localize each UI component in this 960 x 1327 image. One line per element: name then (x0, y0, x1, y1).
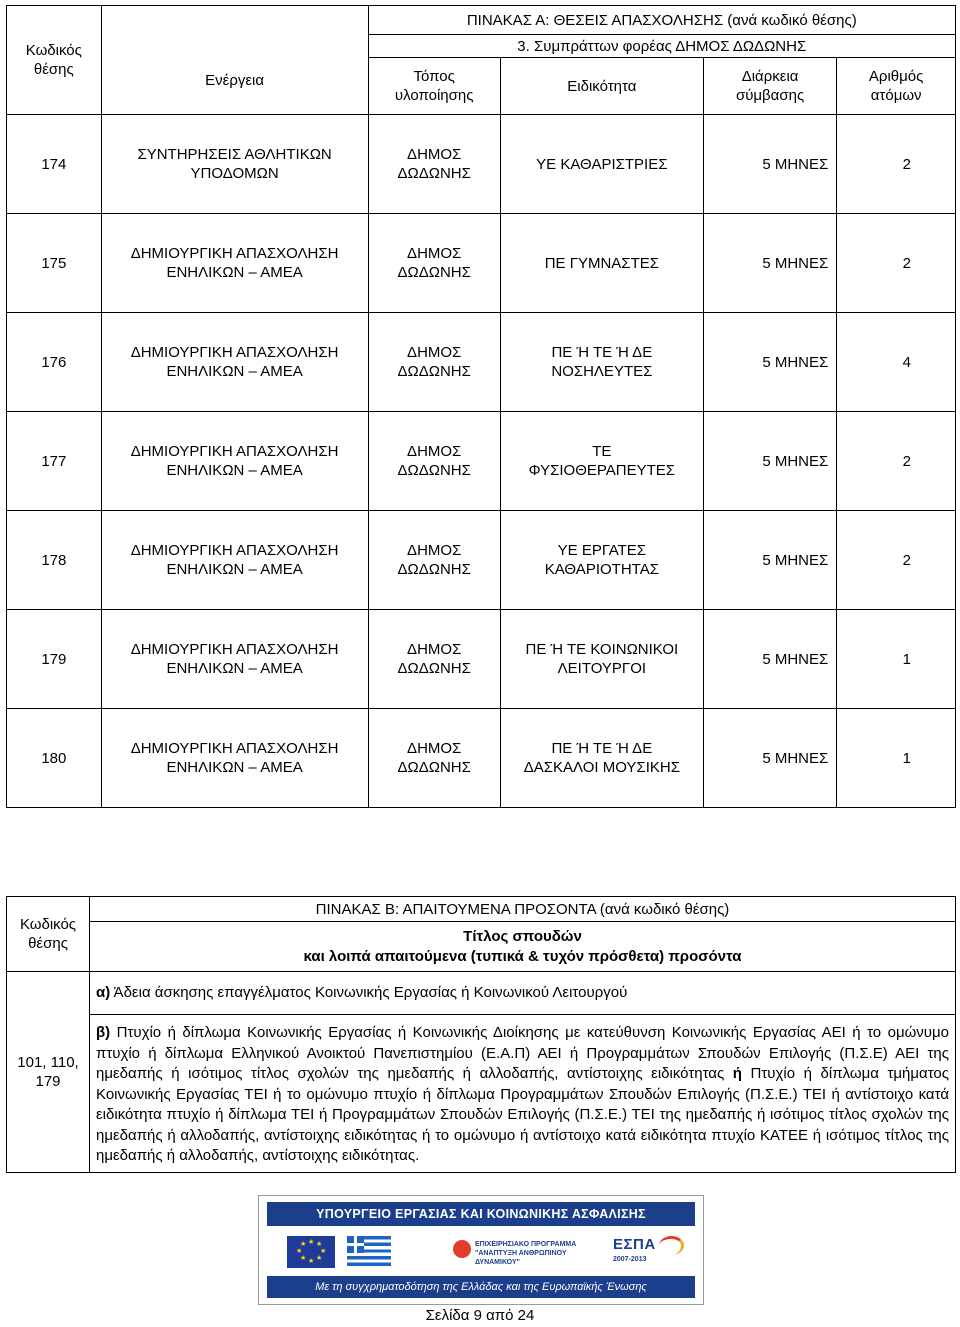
row-action: ΔΗΜΙΟΥΡΓΙΚΗ ΑΠΑΣΧΟΛΗΣΗ ΕΝΗΛΙΚΩΝ – ΑΜΕΑ (101, 709, 368, 808)
b-header-code: Κωδικός θέσης (7, 897, 90, 972)
table-row (7, 412, 956, 511)
row-action: ΔΗΜΙΟΥΡΓΙΚΗ ΑΠΑΣΧΟΛΗΣΗ ΕΝΗΛΙΚΩΝ – ΑΜΕΑ (101, 412, 368, 511)
row-count: 1 (837, 610, 956, 709)
table-row (7, 115, 956, 214)
row-duration: 5 ΜΗΝΕΣ (703, 214, 836, 313)
header-count: Αριθμός ατόμων (837, 58, 956, 115)
table-row (7, 709, 956, 808)
funding-banner (258, 1195, 704, 1305)
row-location: ΔΗΜΟΣ ΔΩΔΩΝΗΣ (368, 709, 500, 808)
row-count: 2 (837, 511, 956, 610)
qualifications-header-line1: Τίτλος σπουδών (463, 927, 582, 945)
row-specialty: ΠΕ Ή ΤΕ Ή ΔΕ ΝΟΣΗΛΕΥΤΕΣ (500, 313, 703, 412)
row-code: 174 (7, 115, 102, 214)
table-b-title: ΠΙΝΑΚΑΣ Β: ΑΠΑΙΤΟΥΜΕΝΑ ΠΡΟΣΟΝΤΑ (ανά κωδικό θέσης) (90, 897, 956, 922)
row-duration: 5 ΜΗΝΕΣ (703, 313, 836, 412)
table-row (7, 610, 956, 709)
row-specialty: ΠΕ Ή ΤΕ Ή ΔΕ ΔΑΣΚΑΛΟΙ ΜΟΥΣΙΚΗΣ (500, 709, 703, 808)
row-specialty: ΥΕ ΚΑΘΑΡΙΣΤΡΙΕΣ (500, 115, 703, 214)
table-row (7, 511, 956, 610)
espa-logo (613, 1234, 683, 1270)
row-location: ΔΗΜΟΣ ΔΩΔΩΝΗΣ (368, 610, 500, 709)
qualifications-header-line2: και λοιπά απαιτούμενα (τυπικά & τυχόν πρόσθετα) προσόντα (303, 947, 742, 965)
espa-name: ΕΣΠΑ (613, 1236, 656, 1253)
row-action: ΣΥΝΤΗΡΗΣΕΙΣ ΑΘΛΗΤΙΚΩΝ ΥΠΟΔΟΜΩΝ (101, 115, 368, 214)
row-specialty: ΤΕ ΦΥΣΙΟΘΕΡΑΠΕΥΤΕΣ (500, 412, 703, 511)
greek-flag-icon (347, 1236, 391, 1266)
row-action: ΔΗΜΙΟΥΡΓΙΚΗ ΑΠΑΣΧΟΛΗΣΗ ΕΝΗΛΙΚΩΝ – ΑΜΕΑ (101, 313, 368, 412)
row-code: 176 (7, 313, 102, 412)
row-location: ΔΗΜΟΣ ΔΩΔΩΝΗΣ (368, 313, 500, 412)
row-duration: 5 ΜΗΝΕΣ (703, 412, 836, 511)
row-count: 2 (837, 214, 956, 313)
row-action: ΔΗΜΙΟΥΡΓΙΚΗ ΑΠΑΣΧΟΛΗΣΗ ΕΝΗΛΙΚΩΝ – ΑΜΕΑ (101, 214, 368, 313)
logos-row (267, 1230, 695, 1274)
item-a-label: α) (96, 984, 111, 1001)
header-code: Κωδικός θέσης (7, 6, 102, 115)
row-code: 177 (7, 412, 102, 511)
page-number: Σελίδα 9 από 24 (425, 1307, 535, 1324)
row-location: ΔΗΜΟΣ ΔΩΔΩΝΗΣ (368, 214, 500, 313)
row-count: 1 (837, 709, 956, 808)
espa-swoosh-icon (659, 1236, 684, 1255)
header-specialty: Ειδικότητα (500, 58, 703, 115)
cofunding-bar: Με τη συγχρηματοδότηση της Ελλάδας και της Ευρωπαϊκής Ένωσης (267, 1276, 695, 1298)
table-a-title: ΠΙΝΑΚΑΣ Α: ΘΕΣΕΙΣ ΑΠΑΣΧΟΛΗΣΗΣ (ανά κωδικό θέσης) (368, 6, 955, 35)
header-action: Ενέργεια (101, 6, 368, 115)
row-action: ΔΗΜΙΟΥΡΓΙΚΗ ΑΠΑΣΧΟΛΗΣΗ ΕΝΗΛΙΚΩΝ – ΑΜΕΑ (101, 511, 368, 610)
row-location: ΔΗΜΟΣ ΔΩΔΩΝΗΣ (368, 412, 500, 511)
table-a-subtitle: 3. Συμπράττων φορέας ΔΗΜΟΣ ΔΩΔΩΝΗΣ (368, 35, 955, 58)
row-location: ΔΗΜΟΣ ΔΩΔΩΝΗΣ (368, 511, 500, 610)
positions-table (6, 5, 956, 808)
item-b-text2: Πτυχίο ή δίπλωμα τμήματος Κοινωνικής Εργασίας ΤΕΙ ή το ομώνυμο πτυχίο ή δίπλωμα Προγραμμάτων Σπουδών Επιλογής (Π.Σ.Ε.) ΤΕΙ ή αντίστοιχο κατά ειδικότητα πτυχίο ή δίπλωμα ΤΕΙ ή Προγραμμάτων Σπουδών Επιλογής (Π.Σ.Ε.) ΤΕΙ της ημεδαπής ή ισότιμος τίτλος σχολών της ημεδαπής ή αλλοδαπής, αντίστοιχης ειδικότητας ή το ομώνυμο ή αντίστοιχο κατά ειδικότητα πτυχίο ΚΑΤΕΕ ή ισότιμος τίτλος της ημεδαπής ή αλλοδαπής, αντίστοιχης ειδικότητας. (96, 1065, 949, 1164)
qualifications-header (90, 922, 956, 972)
row-code: 175 (7, 214, 102, 313)
header-location: Τόπος υλοποίησης (368, 58, 500, 115)
row-location: ΔΗΜΟΣ ΔΩΔΩΝΗΣ (368, 115, 500, 214)
row-code: 180 (7, 709, 102, 808)
row-duration: 5 ΜΗΝΕΣ (703, 511, 836, 610)
eu-flag-icon: ★ ★ ★ ★ ★ ★ ★ ★ (287, 1236, 335, 1268)
qualification-item-b (90, 1015, 956, 1173)
row-specialty: ΥΕ ΕΡΓΑΤΕΣ ΚΑΘΑΡΙΟΤΗΤΑΣ (500, 511, 703, 610)
qualifications-table (6, 896, 956, 1173)
table-row (7, 313, 956, 412)
row-code: 179 (7, 610, 102, 709)
row-count: 2 (837, 412, 956, 511)
programme-mark-icon (453, 1240, 471, 1258)
row-code: 178 (7, 511, 102, 610)
row-specialty: ΠΕ ΓΥΜΝΑΣΤΕΣ (500, 214, 703, 313)
ministry-bar: ΥΠΟΥΡΓΕΙΟ ΕΡΓΑΣΙΑΣ ΚΑΙ ΚΟΙΝΩΝΙΚΗΣ ΑΣΦΑΛΙΣΗΣ (267, 1202, 695, 1226)
row-count: 2 (837, 115, 956, 214)
item-a-text: Άδεια άσκησης επαγγέλματος Κοινωνικής Εργασίας ή Κοινωνικού Λειτουργού (110, 984, 628, 1001)
qualification-item-a (90, 972, 956, 1015)
espa-years: 2007-2013 (613, 1256, 647, 1263)
row-action: ΔΗΜΙΟΥΡΓΙΚΗ ΑΠΑΣΧΟΛΗΣΗ ΕΝΗΛΙΚΩΝ – ΑΜΕΑ (101, 610, 368, 709)
programme-line2: "ΑΝΑΠΤΥΞΗ ΑΝΘΡΩΠΙΝΟΥ ΔΥΝΑΜΙΚΟΥ" (475, 1250, 567, 1266)
item-b-label: β) (96, 1024, 111, 1041)
header-duration: Διάρκεια σύμβασης (703, 58, 836, 115)
programme-line1: ΕΠΙΧΕΙΡΗΣΙΑΚΟ ΠΡΟΓΡΑΜΜΑ (475, 1241, 577, 1248)
row-count: 4 (837, 313, 956, 412)
row-duration: 5 ΜΗΝΕΣ (703, 115, 836, 214)
b-codes: 101, 110, 179 (7, 972, 90, 1173)
row-specialty: ΠΕ Ή ΤΕ ΚΟΙΝΩΝΙΚΟΙ ΛΕΙΤΟΥΡΓΟΙ (500, 610, 703, 709)
row-duration: 5 ΜΗΝΕΣ (703, 709, 836, 808)
table-row (7, 214, 956, 313)
item-b-or: ή (732, 1065, 742, 1082)
row-duration: 5 ΜΗΝΕΣ (703, 610, 836, 709)
operational-programme-logo (453, 1236, 601, 1268)
item-b-text: Πτυχίο ή δίπλωμα Κοινωνικής Εργασίας ή Κοινωνικής Διοίκησης με κατεύθυνση Κοινωνικής Εργασίας ΑΕΙ ή το ομώνυμο πτυχίο ή δίπλωμα Ελληνικού Ανοικτού Πανεπιστημίου (Ε.Α.Π) ΑΕΙ ή Προγραμμάτων Σπουδών Επιλογής (Π.Σ.Ε) ΑΕΙ της ημεδαπής ή ισότιμος τίτλος σχολών της ημεδαπής ή αλλοδαπής, αντίστοιχης ειδικότητας (96, 1024, 949, 1082)
